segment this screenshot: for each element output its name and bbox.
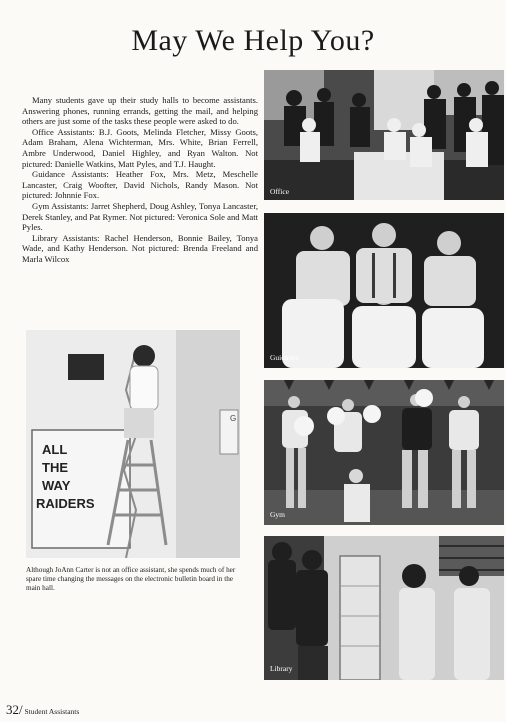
board-line-1: ALL xyxy=(42,442,68,457)
page-number: 32/ xyxy=(6,702,23,717)
gym-photo-label: Gym xyxy=(270,510,285,519)
wall-sign-letter: G xyxy=(230,414,237,423)
article-body xyxy=(22,95,258,265)
section-name: Student Assistants xyxy=(24,707,80,716)
bulletin-board-photo xyxy=(26,330,240,558)
gym-assistants-paragraph: Gym Assistants: Jarret Shepherd, Doug Ashley, Tonya Lancaster, Derek Stanley, and Pat Rymer. Not pictured: Veronica Sole and Matt Pyles. xyxy=(22,200,258,233)
guidance-photo-label: Guidance xyxy=(270,353,299,362)
library-photo xyxy=(264,536,504,680)
guidance-photo xyxy=(264,213,504,368)
guidance-assistants-paragraph: Guidance Assistants: Heather Fox, Mrs. Metz, Meschelle Lancaster, Craig Woofter, David Nichols, Randy Mason. Not pictured: Johnnie Fox. xyxy=(22,169,258,201)
page-title: May We Help You? xyxy=(131,24,375,57)
gym-photo xyxy=(264,380,504,525)
office-photo xyxy=(264,70,504,200)
board-line-2: THE xyxy=(42,460,68,475)
library-assistants-paragraph: Library Assistants: Rachel Henderson, Bonnie Bailey, Tonya Wade, and Kathy Henderson. Not pictured: Brenda Freeland and Marla Wilcox xyxy=(22,232,258,264)
board-line-3: WAY xyxy=(42,478,71,493)
office-assistants-paragraph: Office Assistants: B.J. Goots, Melinda Fletcher, Missy Goots, Adam Braham, Alena Wichterman, Mrs. White, Brian Ferrell, Ambre Underwood, Daniel Highley, and Ryan Walton. Not pictured: Danielle Watkins, Matt Pyles, and T.J. Haught. xyxy=(22,126,258,169)
page-folio xyxy=(6,702,79,718)
board-line-4: RAIDERS xyxy=(36,496,95,511)
library-photo-label: Library xyxy=(270,664,293,673)
intro-paragraph: Many students gave up their study halls to become assistants. Answering phones, running errands, getting the mail, and helping others are just some of the tasks these people were asked to do. xyxy=(22,95,258,127)
photo-caption: Although JoAnn Carter is not an office assistant, she spends much of her spare time changing the messages on the electronic bulletin board in the main hall. xyxy=(26,566,236,593)
office-photo-label: Office xyxy=(270,187,290,196)
